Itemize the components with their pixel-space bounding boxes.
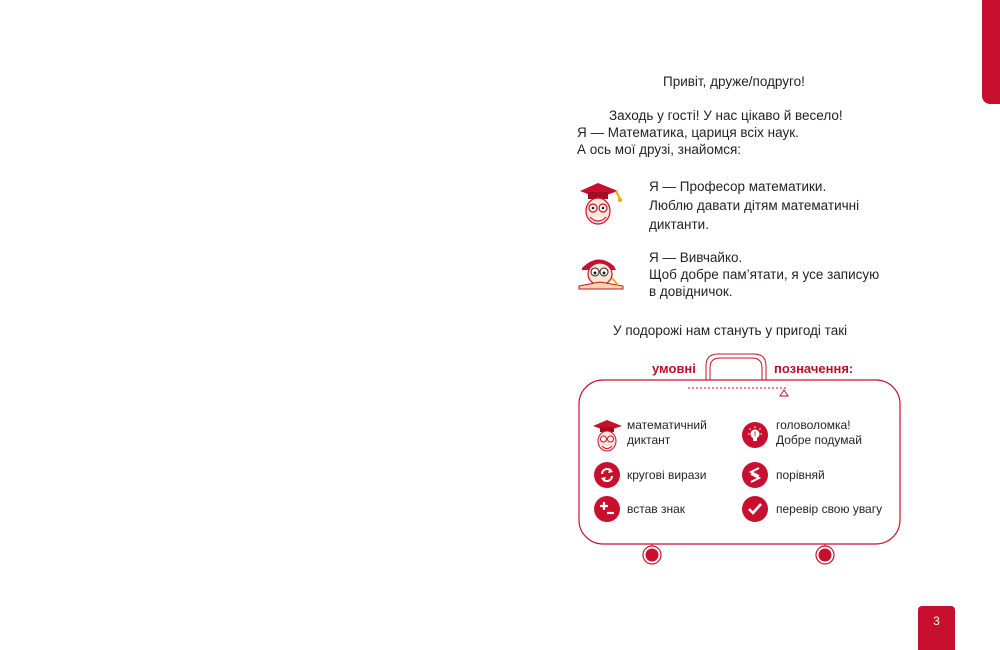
legend-label: кругові вирази <box>627 468 707 482</box>
intro-line-2: Я — Математика, цариця всіх наук. <box>577 125 799 140</box>
compare-icon <box>742 462 768 488</box>
page-number: 3 <box>918 606 955 650</box>
legend-label: диктант <box>627 433 671 447</box>
professor-icon <box>591 419 625 453</box>
intro-line-1: Заходь у гості! У нас цікаво й весело! <box>609 108 843 123</box>
legend-item-dictation <box>627 418 707 448</box>
legend-label: головоломка! <box>776 418 851 432</box>
svg-text:!: ! <box>753 431 757 439</box>
student-icon <box>576 252 626 294</box>
character-line: в довідничок. <box>649 284 733 299</box>
legend-label: встав знак <box>627 502 686 516</box>
character-line: диктанти. <box>649 217 709 232</box>
professor-icon <box>576 181 626 227</box>
character-line: Люблю давати дітям математичні <box>649 198 860 213</box>
character-student-text <box>649 249 879 300</box>
legend-heading-left: умовні <box>652 361 696 376</box>
legend-intro: У подорожі нам стануть у пригоді такі <box>613 323 848 338</box>
intro-line-3: А ось мої друзі, знайомся: <box>577 142 742 157</box>
suitcase-frame <box>572 350 912 570</box>
legend-item-puzzle <box>776 418 862 448</box>
checkmark-icon <box>742 496 768 522</box>
character-line: Я — Професор математики. <box>649 179 827 194</box>
character-line: Щоб добре пам’ятати, я усе записую <box>649 267 880 282</box>
legend-label: Добре подумай <box>776 433 862 447</box>
corner-tab <box>982 0 1000 104</box>
plus-minus-icon <box>594 496 620 522</box>
character-line: Я — Вивчайко. <box>649 250 743 265</box>
character-professor-text <box>649 177 859 234</box>
legend-heading-right: позначення: <box>774 361 854 376</box>
refresh-icon <box>594 462 620 488</box>
legend-label: перевір свою увагу <box>776 502 883 516</box>
lightbulb-icon <box>742 422 768 448</box>
legend-label: математичний <box>627 418 707 432</box>
legend-label: порівняй <box>776 468 825 482</box>
greeting: Привіт, друже/подруго! <box>663 74 805 89</box>
